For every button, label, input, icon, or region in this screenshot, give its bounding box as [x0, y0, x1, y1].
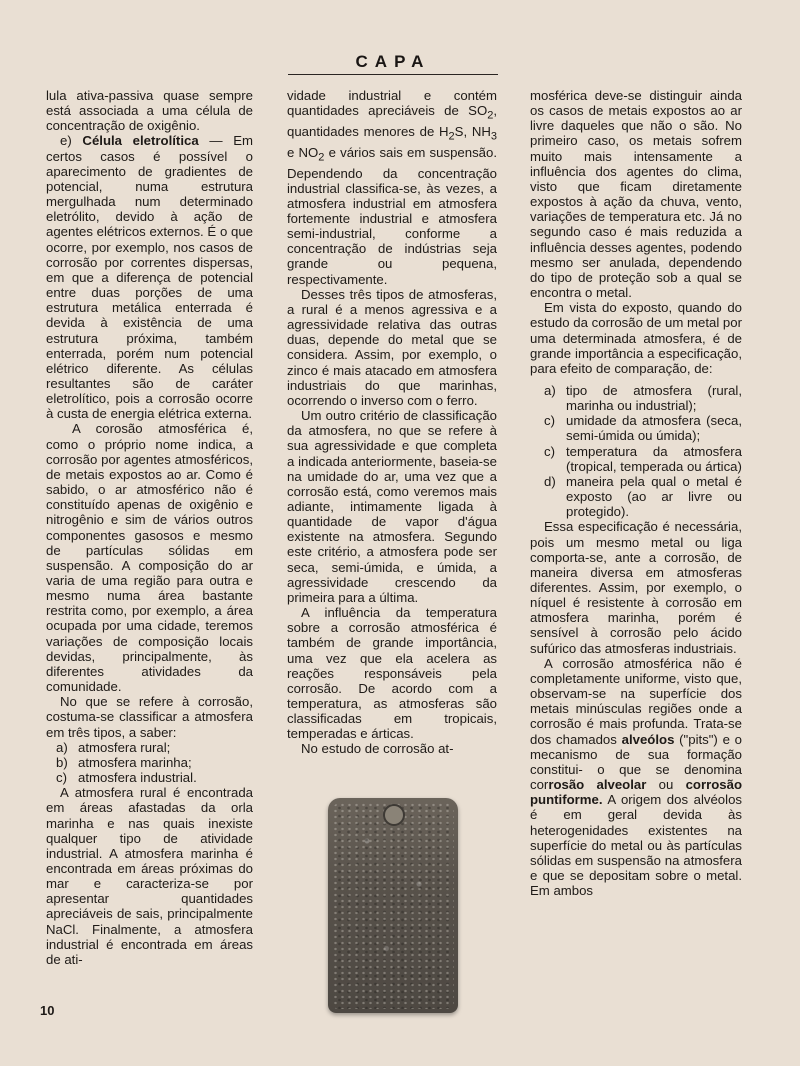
paragraph-industrial	[287, 88, 497, 287]
list-marker: a)	[544, 382, 556, 398]
text-column-1	[46, 88, 253, 967]
list-item	[530, 444, 742, 474]
subscript: 2	[448, 130, 455, 143]
list-item	[530, 474, 742, 519]
subscript: 2	[318, 151, 325, 164]
paragraph-alveolos	[530, 656, 742, 899]
paragraph: lula ativa-passiva quase sempre está associada a uma célula de concentração de oxigênio.	[46, 88, 253, 134]
paragraph: Um outro critério de classificação da atmosfera, no que se refere à sua agressividade e que completa a indicada anteriormente, baseia-se na umidade do ar, uma vez que a corrosão está, como veremos mais adiante, intimamente ligada à quantidade de vapor d'água existente na atmosfera. Segundo este critério, a atmosfera pode ser seca, semi-úmida, e úmida, a agressividade crescendo da primeira para a última.	[287, 408, 497, 605]
list-marker: d)	[544, 473, 556, 489]
list-item	[46, 740, 253, 755]
term-celula-eletrolitica: Célula eletrolítica	[82, 133, 199, 149]
paragraph-text: e vários sais em suspensão. Dependendo da concentração industrial classifica-se, às vezes, a atmosfera industrial em atmosfera fortemente industrial e atmosfera semi-industrial, conforme a concentração de indústrias seja grande ou pequena, respectivamente.	[287, 144, 498, 287]
text-column-3	[530, 88, 742, 898]
list-item	[46, 770, 253, 785]
term-corrosao-puntiforme: corrosão puntiforme.	[530, 777, 742, 808]
section-header-title: CAPA	[355, 52, 431, 71]
list-text: umidade da atmosfera (seca, semi-úmida ou úmida);	[566, 413, 742, 444]
subscript: 2	[487, 109, 494, 122]
list-marker: c)	[56, 770, 67, 786]
list-marker: c)	[544, 413, 555, 429]
list-text: tipo de atmosfera (rural, marinha ou industrial);	[566, 382, 742, 414]
page-number: 10	[40, 1003, 55, 1018]
list-item	[46, 755, 253, 770]
term-alveolos: alveólos	[621, 731, 675, 747]
paragraph-text: — Em certos casos é possível o aparecimento de gradientes de potencial, numa estrutura mergulhada num determinado eletrólito, devido à ação de agentes elétricos externos. É o que ocorre, por exemplo, nos casos de corrosão por correntes dispersas, em que a diferença de potencial entre duas porções de uma estrutura metálica enterrada é devida à existência de uma estrutura próxima, também enterrada, porém num potencial elétrico diferente. As células resultantes são de caráter eletrolítico, pois a corrosão ocorre à custa de energia elétrica externa.	[46, 133, 253, 422]
paragraph: A influência da temperatura sobre a corrosão atmosférica é também de grande importância, uma vez que ela acelera as reações responsáveis pela corrosão. De acordo com a temperatura, as atmosferas são classificadas em tropicais, temperadas e árticas.	[287, 605, 497, 742]
paragraph: Em vista do exposto, quando do estudo da corrosão de um metal por uma determinada atmosfera, é de grande importância a especificação, para efeito de comparação, de:	[530, 300, 742, 376]
list-text: maneira pela qual o metal é exposto (ao ar livre ou protegido).	[566, 473, 742, 520]
spacer	[530, 376, 742, 383]
list-marker: c)	[544, 443, 555, 459]
list-text: atmosfera industrial.	[78, 770, 197, 786]
list-marker: a)	[56, 739, 68, 755]
paragraph: Desses três tipos de atmosferas, a rural é a menos agressiva e a agressividade relativa das outras duas, depende do metal que se considera. Assim, por exemplo, o zinco é mais atacado em atmosfera industriais do que marinhas, ocorrendo o inverso com o ferro.	[287, 286, 497, 408]
paragraph-text: A origem dos alvéolos é em geral devida às heterogenidades existentes na superfície do metal ou às partículas sólidas em suspensão na atmosfera e que se depositam sobre o metal. Em ambos	[530, 792, 742, 899]
paragraph-text: ("pits") e o mecanismo de sua formação constitui- o que se denomina cor	[530, 731, 743, 793]
list-marker: e)	[60, 133, 72, 149]
subscript: 3	[490, 130, 498, 143]
paragraph: mosférica deve-se distinguir ainda os casos de metais expostos ao ar livre daqueles que não o são. No primeiro caso, os metais sofrem muito mais intensamente a influência dos agentes do clima, visto que ficam diretamente expostos à ação da chuva, vento, variações de temperatura etc. Já no segundo caso é mais reduzida a influência desses agentes, podendo mesmo ser anulada, dependendo do tipo de proteção sob a qual se encontra o metal.	[530, 88, 742, 301]
paragraph-text: vidade industrial e contém quantidades apreciáveis de SO	[287, 88, 497, 119]
list-text: atmosfera rural;	[78, 739, 171, 755]
list-marker: b)	[56, 754, 68, 770]
list-item	[530, 413, 742, 443]
paragraph-text: A corrosão atmosférica não é completamente uniforme, visto que, observam-se na superfície dos metais minúsculas regiões onde a corrosão é mais profunda. Trata-se dos chamados	[530, 655, 742, 747]
paragraph-text: e NO	[287, 144, 319, 160]
list-text: temperatura da atmosfera (tropical, temperada ou ártica)	[566, 443, 742, 474]
header-rule	[288, 74, 498, 75]
paragraph-text: , quantidades menores de H	[287, 103, 497, 139]
paragraph-eletrolitica	[46, 133, 253, 421]
corroded-metal-plate-photo	[328, 798, 458, 1013]
paragraph-text: ou	[646, 777, 686, 793]
paragraph: No que se refere à corrosão, costuma-se classificar a atmosfera em três tipos, a saber:	[46, 694, 253, 740]
term-corrosao-alveolar: rosão alveolar	[548, 777, 647, 793]
paragraph-text: S, NH	[454, 123, 491, 139]
paragraph: A corosão atmosférica é, como o próprio nome indica, a corrosão por agentes atmosféricos, de metais expostos ao ar. Como é sabido, o ar atmosférico não é constituído apenas de oxigênio e nitrogênio e sim de vários outros componentes gasosos e mesmo de partículas sólidas em suspensão. A composição do ar varia de uma região para outra e mesmo numa área bastante restrita como, por exemplo, a área ocupada por uma cidade, teremos variações de composição locais devidas, principalmente, às diferentes atividades da comunidade.	[46, 421, 253, 695]
mounting-hole-icon	[383, 804, 405, 826]
text-column-2	[287, 88, 497, 757]
paragraph: No estudo de corrosão at-	[301, 741, 454, 757]
list-item	[530, 383, 742, 413]
list-text: atmosfera marinha;	[78, 754, 192, 770]
paragraph: A atmosfera rural é encontrada em áreas afastadas da orla marinha e nas quais inexiste qualquer tipo de atividade industrial. A atmosfera marinha é encontrada em áreas próximas do mar e caracteriza-se por apresentar quantidades apreciáveis de sais, principalmente NaCl. Finalmente, a atmosfera industrial é encontrada em áreas de ati-	[46, 785, 253, 967]
paragraph: Essa especificação é necessária, pois um mesmo metal ou liga comporta-se, ante a corrosão, de maneira diversa em atmosferas diferentes. Assim, por exemplo, o níquel é resistente à corrosão em atmosfera marinha, porém é sensível à corrosão pelo ácido sufúrico das atmosferas industriais.	[530, 519, 742, 656]
